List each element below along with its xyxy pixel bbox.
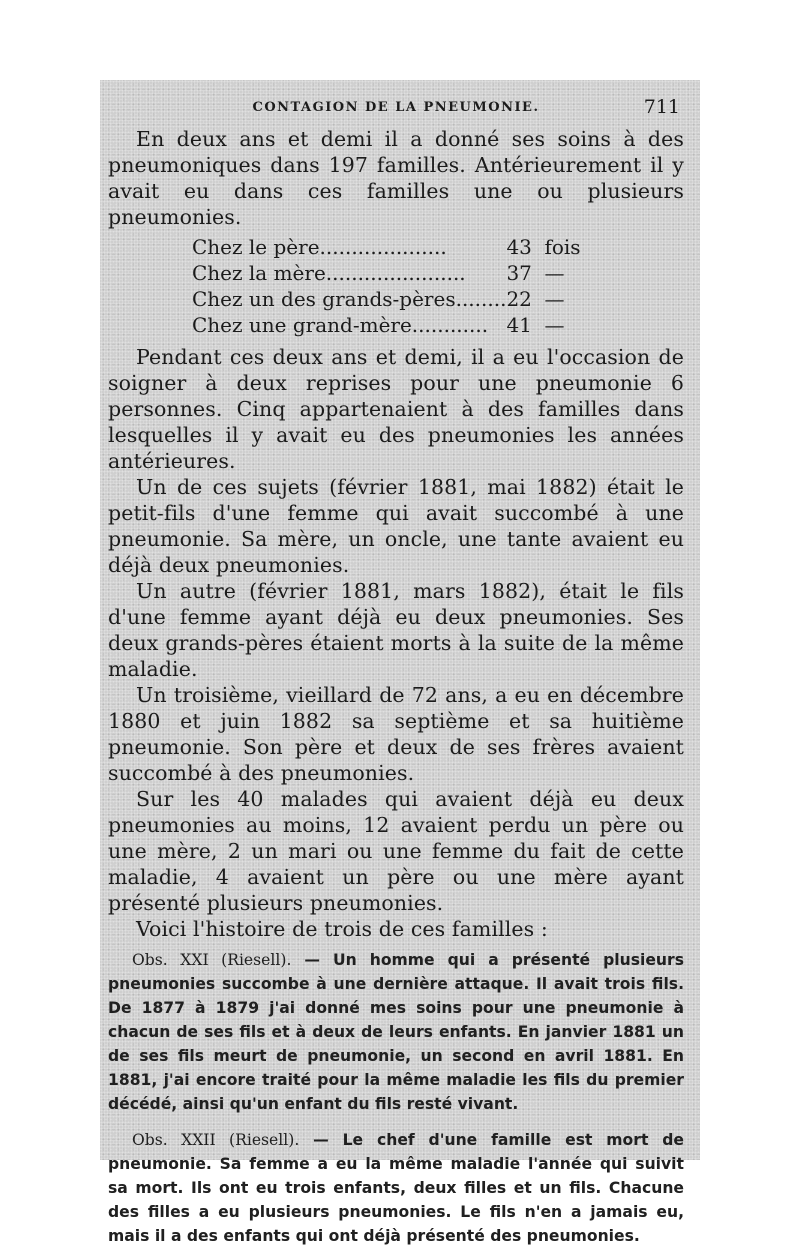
page-number: 711	[643, 96, 680, 118]
observation-21	[108, 948, 684, 1116]
paragraph-2: Pendant ces deux ans et demi, il a eu l'occasion de soigner à deux reprises pour une pneumonie 6 personnes. Cinq appartenaient à des familles dans lesquelles il y avait eu des pneumonies les années antérieures.	[108, 345, 684, 473]
stats-unit: —	[544, 313, 565, 337]
stats-row	[192, 260, 581, 286]
stats-label: Chez le père....................	[192, 235, 447, 259]
stats-value: 41	[506, 313, 532, 337]
stats-label: Chez une grand-mère............	[192, 313, 489, 337]
observation-22-text: — Le chef d'une famille est mort de pneumonie. Sa femme a eu la même maladie l'année qui suivit sa mort. Ils ont eu trois enfants, deux filles et un fils. Chacune des filles a eu plusieurs pneumonies. Le fils n'en a jamais eu, mais il a des enfants qui ont déjà présenté des pneumonies.	[108, 1131, 684, 1245]
stats-unit: —	[544, 261, 565, 285]
observation-22-label: Obs. XXII (Riesell).	[132, 1131, 300, 1149]
paragraph-7: Voici l'histoire de trois de ces familles :	[136, 917, 548, 941]
page-content	[108, 96, 684, 1248]
paragraph-6: Sur les 40 malades qui avaient déjà eu deux pneumonies au moins, 12 avaient perdu un père ou une mère, 2 un mari ou une femme du fait de cette maladie, 4 avaient un père ou une mère ayant présenté plusieurs pneumonies.	[108, 787, 684, 915]
stats-value: 37	[506, 261, 532, 285]
paragraph-4: Un autre (février 1881, mars 1882), était le fils d'une femme ayant déjà eu deux pneumonies. Ses deux grands-pères étaient morts à la suite de la même maladie.	[108, 579, 684, 681]
observation-22	[108, 1128, 684, 1248]
stats-table	[192, 234, 581, 338]
observation-21-label: Obs. XXI (Riesell).	[132, 951, 292, 969]
stats-row	[192, 286, 581, 312]
stats-value: 43	[506, 235, 532, 259]
stats-unit: —	[544, 287, 565, 311]
paragraph-5: Un troisième, vieillard de 72 ans, a eu en décembre 1880 et juin 1882 sa septième et sa huitième pneumonie. Son père et deux de ses frères avaient succombé à des pneumonies.	[108, 683, 684, 785]
stats-unit: fois	[544, 235, 581, 259]
stats-value: 22	[506, 287, 532, 311]
stats-row	[192, 312, 581, 338]
paragraph-1: En deux ans et demi il a donné ses soins à des pneumoniques dans 197 familles. Antérieurement il y avait eu dans ces familles une ou plusieurs pneumonies.	[108, 127, 684, 229]
running-title: CONTAGION DE LA PNEUMONIE.	[252, 100, 540, 115]
running-head	[108, 96, 684, 126]
stats-row	[192, 234, 581, 260]
paragraph-3: Un de ces sujets (février 1881, mai 1882) était le petit-fils d'une femme qui avait succombé à une pneumonie. Sa mère, un oncle, une tante avaient eu déjà deux pneumonies.	[108, 475, 684, 577]
stats-label: Chez la mère......................	[192, 261, 466, 285]
stats-label: Chez un des grands-pères........	[192, 287, 507, 311]
observation-21-text: — Un homme qui a présenté plusieurs pneumonies succombe à une dernière attaque. Il avait trois fils. De 1877 à 1879 j'ai donné mes soins pour une pneumonie à chacun de ses fils et à deux de leurs enfants. En janvier 1881 un de ses fils meurt de pneumonie, un second en avril 1881. En 1881, j'ai encore traité pour la même maladie les fils du premier décédé, ainsi qu'un enfant du fils resté vivant.	[108, 951, 684, 1113]
